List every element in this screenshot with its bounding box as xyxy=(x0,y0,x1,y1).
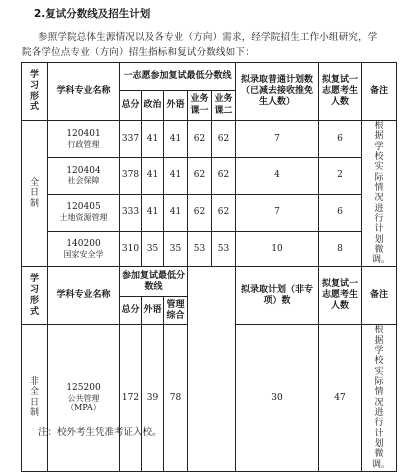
retest-count: 47 xyxy=(319,325,362,471)
header-major-name: 学科专业名称 xyxy=(48,63,120,121)
header-enroll-plan-2: 拟录取计划（非专项）数 xyxy=(236,267,319,325)
footnote: 注：校外考生凭准考证入校。 xyxy=(38,427,162,438)
major-cell: 125200 公共管理 （MPA） xyxy=(48,325,120,471)
header-mgmt-2: 管理综合 xyxy=(164,297,188,325)
header-remark-2: 备注 xyxy=(362,267,397,325)
total-score: 378 xyxy=(120,157,142,194)
politics-score: 41 xyxy=(142,121,164,158)
course1-score: 62 xyxy=(188,194,212,231)
retest-count: 8 xyxy=(319,231,362,267)
total-score: 337 xyxy=(120,121,142,158)
table-row xyxy=(22,325,397,471)
language-score: 35 xyxy=(164,231,188,267)
politics-score: 35 xyxy=(142,231,164,267)
header-learning-form-2: 学习形式 xyxy=(22,267,48,325)
major-cell: 120401 行政管理 xyxy=(48,121,120,158)
header-remark: 备注 xyxy=(362,63,397,121)
admission-table xyxy=(21,62,397,472)
learning-form-parttime: 非全日制 xyxy=(22,325,48,471)
plan-count: 10 xyxy=(236,231,319,267)
intro-line-2: 院各学位点专业（方向）招生指标和复试分数线如下： xyxy=(22,47,255,58)
remark-parttime: 根据学校实际情况进行计划微调。 xyxy=(362,325,397,471)
politics-score: 41 xyxy=(142,157,164,194)
major-cell: 140200 国家安全学 xyxy=(48,231,120,267)
table-row xyxy=(22,157,397,194)
header-total-2: 总分 xyxy=(120,297,142,325)
total-score: 172 xyxy=(120,325,142,471)
header-language-2: 外语 xyxy=(142,297,164,325)
remark-fulltime: 根据学校实际情况进行计划微调。 xyxy=(362,121,397,267)
retest-count: 6 xyxy=(319,121,362,158)
language-score: 41 xyxy=(164,157,188,194)
header-total: 总分 xyxy=(120,91,142,121)
section-heading: 2.复试分数线及招生计划 xyxy=(34,8,151,20)
plan-count: 30 xyxy=(236,325,319,471)
plan-count: 4 xyxy=(236,157,319,194)
header-retest-count-2: 拟复试一志愿考生人数 xyxy=(319,267,362,325)
header-major-name-2: 学科专业名称 xyxy=(48,267,120,325)
header-min-score-group-2: 参加复试最低分数线 xyxy=(120,267,188,297)
major-cell: 120405 土地资源管理 xyxy=(48,194,120,231)
table-row xyxy=(22,231,397,267)
language-score: 41 xyxy=(164,194,188,231)
course1-score: 53 xyxy=(188,231,212,267)
course2-score: 62 xyxy=(212,157,236,194)
header-course-1: 业务课一 xyxy=(188,91,212,121)
major-cell: 120404 社会保障 xyxy=(48,157,120,194)
header-enroll-plan: 拟录取普通计划数（已减去接收推免生人数） xyxy=(236,63,319,121)
header-min-score-group: 一志愿参加复试最低分数线 xyxy=(120,63,236,91)
language-score: 39 xyxy=(142,325,164,471)
course1-score: 62 xyxy=(188,121,212,158)
learning-form-fulltime: 全日制 xyxy=(22,121,48,267)
retest-count: 6 xyxy=(319,194,362,231)
header-learning-form: 学习形式 xyxy=(22,63,48,121)
header-retest-count: 拟复试一志愿考生人数 xyxy=(319,63,362,121)
course2-score: 53 xyxy=(212,231,236,267)
header-politics: 政治 xyxy=(142,91,164,121)
language-score: 41 xyxy=(164,121,188,158)
total-score: 333 xyxy=(120,194,142,231)
intro-line-1: 参照学院总体生源情况以及各专业（方向）需求，经学院招生工作小组研究，学 xyxy=(38,32,378,43)
header-blank xyxy=(188,267,236,325)
plan-count: 7 xyxy=(236,194,319,231)
header-language: 外语 xyxy=(164,91,188,121)
header-course-2: 业务课二 xyxy=(212,91,236,121)
table-row xyxy=(22,121,397,158)
plan-count: 7 xyxy=(236,121,319,158)
retest-count: 2 xyxy=(319,157,362,194)
course2-score: 62 xyxy=(212,194,236,231)
course2-score: 62 xyxy=(212,121,236,158)
total-score: 310 xyxy=(120,231,142,267)
mgmt-score: 78 xyxy=(164,325,188,471)
table-row xyxy=(22,194,397,231)
blank-cell xyxy=(188,325,236,471)
politics-score: 41 xyxy=(142,194,164,231)
course1-score: 62 xyxy=(188,157,212,194)
